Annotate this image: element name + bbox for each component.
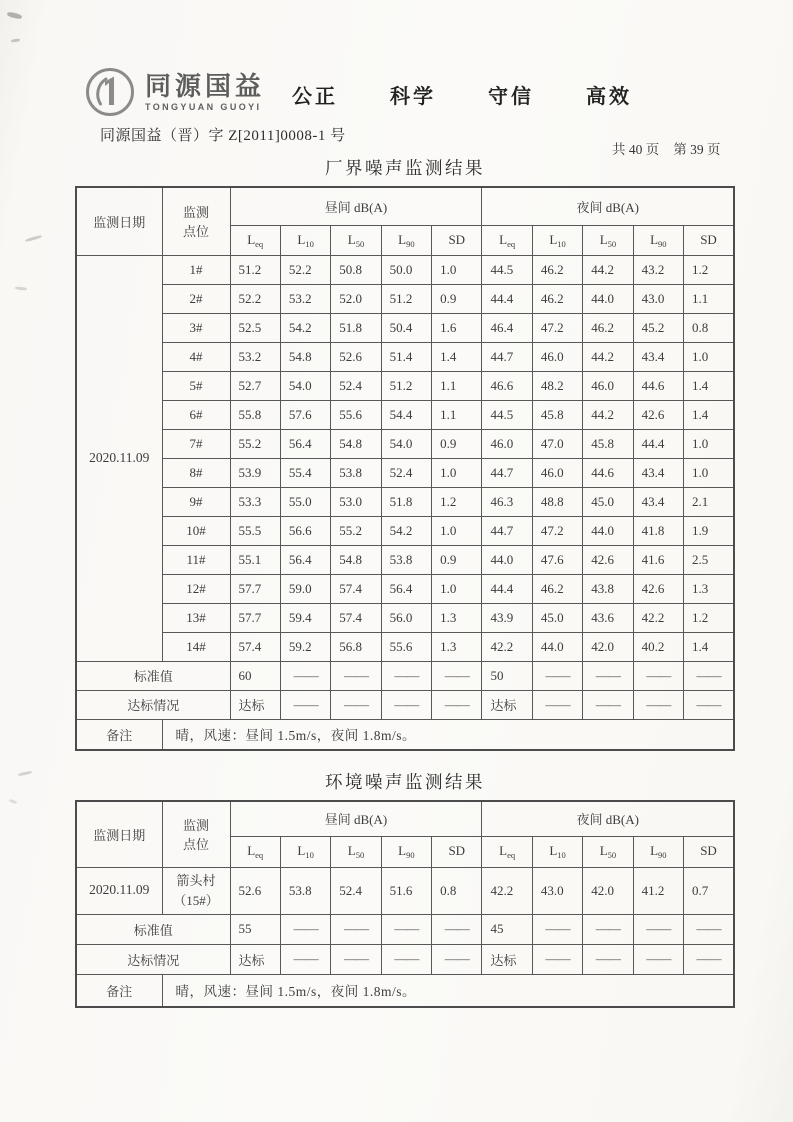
- value-cell: 56.8: [331, 632, 381, 661]
- data-row: [76, 574, 734, 603]
- value-cell: 50.0: [381, 255, 431, 284]
- slogan: 科学: [390, 86, 436, 108]
- value-cell: 44.5: [482, 255, 532, 284]
- col-group-day: 昼间 dB(A): [230, 187, 482, 225]
- value-cell: 1.6: [432, 313, 482, 342]
- value-cell: 52.6: [331, 342, 381, 371]
- value-cell: 达标: [230, 690, 280, 719]
- value-cell: 44.0: [532, 632, 582, 661]
- value-cell: 42.6: [583, 545, 633, 574]
- value-cell: 44.4: [633, 429, 683, 458]
- value-cell: 43.4: [633, 458, 683, 487]
- value-cell: ——: [280, 944, 330, 974]
- value-cell: 1.0: [432, 516, 482, 545]
- slogan: 高效: [586, 86, 632, 108]
- value-cell: 44.4: [482, 284, 532, 313]
- value-cell: 2.1: [684, 487, 734, 516]
- value-cell: ——: [583, 690, 633, 719]
- value-cell: 56.4: [280, 429, 330, 458]
- value-cell: 43.8: [583, 574, 633, 603]
- point-cell: 7#: [162, 429, 230, 458]
- value-cell: 56.0: [381, 603, 431, 632]
- value-cell: ——: [532, 661, 582, 690]
- value-cell: 1.4: [684, 632, 734, 661]
- point-cell: 3#: [162, 313, 230, 342]
- value-cell: 59.0: [280, 574, 330, 603]
- value-cell: 59.2: [280, 632, 330, 661]
- value-cell: 57.7: [230, 603, 280, 632]
- value-cell: ——: [381, 914, 431, 944]
- value-cell: 46.6: [482, 371, 532, 400]
- point-cell: 1#: [162, 255, 230, 284]
- value-cell: 42.0: [583, 632, 633, 661]
- value-cell: 51.8: [331, 313, 381, 342]
- value-cell: 56.4: [280, 545, 330, 574]
- col-header-leq: $L_{eq}$: [230, 225, 280, 255]
- scan-artifact: [18, 771, 32, 777]
- value-cell: 0.9: [432, 429, 482, 458]
- value-cell: 43.0: [633, 284, 683, 313]
- col-header-l10: $L_{10}$: [280, 225, 330, 255]
- value-cell: 41.6: [633, 545, 683, 574]
- scan-artifact: [25, 235, 42, 243]
- value-cell: 45.0: [532, 603, 582, 632]
- value-cell: 50.4: [381, 313, 431, 342]
- col-header-leq: $L_{eq}$: [482, 225, 532, 255]
- value-cell: 51.4: [381, 342, 431, 371]
- value-cell: 1.0: [684, 429, 734, 458]
- value-cell: ——: [532, 944, 582, 974]
- value-cell: ——: [432, 661, 482, 690]
- point-cell: 5#: [162, 371, 230, 400]
- value-cell: 46.2: [532, 255, 582, 284]
- value-cell: 42.2: [482, 867, 532, 914]
- value-cell: ——: [583, 914, 633, 944]
- value-cell: 55.5: [230, 516, 280, 545]
- value-cell: 52.4: [331, 371, 381, 400]
- value-cell: 57.4: [230, 632, 280, 661]
- monitoring-date-cell: 2020.11.09: [76, 867, 162, 914]
- value-cell: 1.0: [432, 255, 482, 284]
- data-row: [76, 458, 734, 487]
- value-cell: 41.2: [633, 867, 683, 914]
- data-row: [76, 632, 734, 661]
- value-cell: 44.7: [482, 458, 532, 487]
- col-header-l10: $L_{10}$: [532, 836, 582, 867]
- remark-label: 备注: [76, 974, 162, 1007]
- data-row: [76, 400, 734, 429]
- value-cell: 1.2: [684, 255, 734, 284]
- value-cell: 50: [482, 661, 532, 690]
- value-cell: 0.9: [432, 545, 482, 574]
- data-row: [76, 342, 734, 371]
- point-cell: 11#: [162, 545, 230, 574]
- value-cell: ——: [633, 914, 683, 944]
- value-cell: 60: [230, 661, 280, 690]
- value-cell: 56.6: [280, 516, 330, 545]
- value-cell: 46.4: [482, 313, 532, 342]
- col-header-point-line2: 点位: [182, 837, 209, 853]
- value-cell: 46.2: [532, 574, 582, 603]
- col-header-l50: $L_{50}$: [583, 225, 633, 255]
- value-cell: 51.8: [381, 487, 431, 516]
- value-cell: ——: [684, 690, 734, 719]
- value-cell: 53.8: [381, 545, 431, 574]
- value-cell: ——: [583, 944, 633, 974]
- col-header-l90: $L_{90}$: [381, 225, 431, 255]
- col-header-l10: $L_{10}$: [280, 836, 330, 867]
- standard-row: [76, 914, 734, 944]
- table1-title: 厂界噪声监测结果: [325, 158, 485, 178]
- value-cell: 1.2: [432, 487, 482, 516]
- value-cell: ——: [633, 661, 683, 690]
- value-cell: 1.2: [684, 603, 734, 632]
- value-cell: 44.5: [482, 400, 532, 429]
- point-cell: 2#: [162, 284, 230, 313]
- col-header-l50: $L_{50}$: [331, 836, 381, 867]
- value-cell: ——: [381, 690, 431, 719]
- value-cell: 54.8: [280, 342, 330, 371]
- value-cell: 43.4: [633, 342, 683, 371]
- col-header-point-line1: 监测: [182, 205, 209, 221]
- data-row: [76, 371, 734, 400]
- value-cell: 1.4: [684, 400, 734, 429]
- data-row: [76, 255, 734, 284]
- value-cell: 52.4: [331, 867, 381, 914]
- value-cell: ——: [532, 690, 582, 719]
- value-cell: 45.0: [583, 487, 633, 516]
- value-cell: ——: [331, 914, 381, 944]
- data-row: [76, 516, 734, 545]
- scan-artifact: [7, 11, 23, 19]
- value-cell: 56.4: [381, 574, 431, 603]
- value-cell: 54.8: [331, 429, 381, 458]
- point-cell: 10#: [162, 516, 230, 545]
- value-cell: 57.4: [331, 574, 381, 603]
- point-cell: 8#: [162, 458, 230, 487]
- value-cell: 0.7: [684, 867, 734, 914]
- compliance-row-label: 达标情况: [76, 690, 230, 719]
- monitoring-date-cell: 2020.11.09: [76, 255, 162, 661]
- value-cell: 46.3: [482, 487, 532, 516]
- value-cell: 达标: [482, 690, 532, 719]
- value-cell: 46.0: [532, 458, 582, 487]
- point-cell: 9#: [162, 487, 230, 516]
- value-cell: 42.6: [633, 574, 683, 603]
- value-cell: ——: [684, 944, 734, 974]
- value-cell: 43.4: [633, 487, 683, 516]
- scan-artifact: [11, 38, 20, 42]
- col-header-point-line1: 监测: [182, 818, 209, 834]
- value-cell: 55.6: [381, 632, 431, 661]
- compliance-row: [76, 690, 734, 719]
- col-header-sd: SD: [432, 225, 482, 255]
- value-cell: 45.8: [532, 400, 582, 429]
- data-row: [76, 487, 734, 516]
- value-cell: 54.2: [280, 313, 330, 342]
- col-header-date: 监测日期: [76, 187, 162, 255]
- value-cell: 44.0: [482, 545, 532, 574]
- remark-row: [76, 719, 734, 750]
- value-cell: 43.0: [532, 867, 582, 914]
- value-cell: ——: [280, 661, 330, 690]
- value-cell: 44.2: [583, 342, 633, 371]
- col-header-leq: $L_{eq}$: [482, 836, 532, 867]
- value-cell: 44.6: [633, 371, 683, 400]
- point-cell: 6#: [162, 400, 230, 429]
- value-cell: 44.0: [583, 284, 633, 313]
- value-cell: 55.4: [280, 458, 330, 487]
- scan-artifact: [9, 799, 18, 805]
- col-header-sd: SD: [684, 225, 734, 255]
- value-cell: 54.0: [381, 429, 431, 458]
- remark-text: 晴，风速：昼间 1.5m/s，夜间 1.8m/s。: [162, 719, 734, 750]
- col-group-day: 昼间 dB(A): [230, 801, 482, 836]
- value-cell: 43.9: [482, 603, 532, 632]
- value-cell: ——: [331, 944, 381, 974]
- value-cell: 55.2: [230, 429, 280, 458]
- brand-name-en: TONGYUAN GUOYI: [145, 101, 262, 112]
- value-cell: 54.0: [280, 371, 330, 400]
- value-cell: 1.4: [432, 342, 482, 371]
- environmental-noise-table: [75, 800, 735, 1008]
- value-cell: 42.0: [583, 867, 633, 914]
- value-cell: 54.8: [331, 545, 381, 574]
- value-cell: 44.2: [583, 255, 633, 284]
- value-cell: 52.0: [331, 284, 381, 313]
- value-cell: ——: [280, 690, 330, 719]
- value-cell: 45.8: [583, 429, 633, 458]
- value-cell: 52.5: [230, 313, 280, 342]
- value-cell: 55.8: [230, 400, 280, 429]
- table2-title: 环境噪声监测结果: [325, 772, 485, 792]
- slogan-row: [292, 80, 632, 109]
- value-cell: 40.2: [633, 632, 683, 661]
- value-cell: 0.8: [684, 313, 734, 342]
- col-header-l50: $L_{50}$: [583, 836, 633, 867]
- data-row: [76, 313, 734, 342]
- value-cell: 1.0: [432, 458, 482, 487]
- value-cell: 57.7: [230, 574, 280, 603]
- col-header-sd: SD: [684, 836, 734, 867]
- document-number: 同源国益（晋）字 Z[2011]0008-1 号: [100, 128, 346, 144]
- col-header-l90: $L_{90}$: [633, 836, 683, 867]
- value-cell: 1.3: [684, 574, 734, 603]
- value-cell: 57.4: [331, 603, 381, 632]
- standard-row-label: 标准值: [76, 914, 230, 944]
- col-header-l90: $L_{90}$: [633, 225, 683, 255]
- value-cell: 1.3: [432, 603, 482, 632]
- value-cell: 53.2: [230, 342, 280, 371]
- value-cell: 44.7: [482, 342, 532, 371]
- value-cell: 53.8: [280, 867, 330, 914]
- value-cell: 52.7: [230, 371, 280, 400]
- value-cell: 46.0: [482, 429, 532, 458]
- value-cell: ——: [633, 690, 683, 719]
- value-cell: 52.6: [230, 867, 280, 914]
- value-cell: ——: [331, 661, 381, 690]
- value-cell: 1.0: [684, 458, 734, 487]
- value-cell: 50.8: [331, 255, 381, 284]
- value-cell: ——: [684, 914, 734, 944]
- value-cell: 54.2: [381, 516, 431, 545]
- value-cell: 52.2: [280, 255, 330, 284]
- value-cell: 1.1: [684, 284, 734, 313]
- value-cell: 48.8: [532, 487, 582, 516]
- col-header-l10: $L_{10}$: [532, 225, 582, 255]
- value-cell: 1.4: [684, 371, 734, 400]
- value-cell: 1.9: [684, 516, 734, 545]
- value-cell: 55.1: [230, 545, 280, 574]
- value-cell: 48.2: [532, 371, 582, 400]
- value-cell: 44.2: [583, 400, 633, 429]
- value-cell: 42.2: [633, 603, 683, 632]
- value-cell: 46.0: [583, 371, 633, 400]
- brand-name-cn: 同源国益: [145, 70, 266, 101]
- value-cell: ——: [432, 944, 482, 974]
- value-cell: ——: [432, 690, 482, 719]
- value-cell: ——: [583, 661, 633, 690]
- value-cell: 59.4: [280, 603, 330, 632]
- col-header-point: [162, 801, 230, 867]
- col-header-point-line2: 点位: [182, 224, 209, 240]
- value-cell: ——: [381, 944, 431, 974]
- col-header-date: 监测日期: [76, 801, 162, 867]
- letterhead: [84, 66, 265, 118]
- value-cell: 57.6: [280, 400, 330, 429]
- value-cell: ——: [684, 661, 734, 690]
- slogan: 公正: [292, 86, 338, 108]
- value-cell: 43.2: [633, 255, 683, 284]
- value-cell: 47.2: [532, 313, 582, 342]
- col-header-point: [162, 187, 230, 255]
- point-cell: 13#: [162, 603, 230, 632]
- point-cell: 12#: [162, 574, 230, 603]
- value-cell: 1.0: [684, 342, 734, 371]
- value-cell: 1.0: [432, 574, 482, 603]
- value-cell: 1.1: [432, 371, 482, 400]
- value-cell: 42.6: [633, 400, 683, 429]
- standard-row: [76, 661, 734, 690]
- value-cell: 44.7: [482, 516, 532, 545]
- value-cell: 47.6: [532, 545, 582, 574]
- value-cell: ——: [532, 914, 582, 944]
- value-cell: 1.1: [432, 400, 482, 429]
- slogan: 守信: [488, 86, 534, 108]
- col-header-sd: SD: [432, 836, 482, 867]
- value-cell: 达标: [482, 944, 532, 974]
- value-cell: ——: [633, 944, 683, 974]
- value-cell: 44.0: [583, 516, 633, 545]
- value-cell: 53.0: [331, 487, 381, 516]
- col-header-l50: $L_{50}$: [331, 225, 381, 255]
- value-cell: 51.2: [381, 371, 431, 400]
- value-cell: 53.8: [331, 458, 381, 487]
- value-cell: 52.4: [381, 458, 431, 487]
- data-row: [76, 545, 734, 574]
- value-cell: 0.9: [432, 284, 482, 313]
- value-cell: 45.2: [633, 313, 683, 342]
- value-cell: 53.2: [280, 284, 330, 313]
- value-cell: 54.4: [381, 400, 431, 429]
- compliance-row: [76, 944, 734, 974]
- remark-label: 备注: [76, 719, 162, 750]
- point-cell: 4#: [162, 342, 230, 371]
- value-cell: 47.2: [532, 516, 582, 545]
- value-cell: 53.3: [230, 487, 280, 516]
- value-cell: 55.6: [331, 400, 381, 429]
- company-logo-icon: [84, 66, 136, 118]
- remark-row: [76, 974, 734, 1007]
- col-header-l90: $L_{90}$: [381, 836, 431, 867]
- value-cell: 46.2: [532, 284, 582, 313]
- pages-total: 共 40 页: [612, 142, 660, 157]
- col-group-night: 夜间 dB(A): [482, 187, 734, 225]
- value-cell: 41.8: [633, 516, 683, 545]
- value-cell: ——: [331, 690, 381, 719]
- value-cell: 55: [230, 914, 280, 944]
- value-cell: 55.2: [331, 516, 381, 545]
- value-cell: 1.3: [432, 632, 482, 661]
- value-cell: 42.2: [482, 632, 532, 661]
- value-cell: 43.6: [583, 603, 633, 632]
- data-row: [76, 429, 734, 458]
- point-cell: 14#: [162, 632, 230, 661]
- value-cell: 44.6: [583, 458, 633, 487]
- value-cell: 53.9: [230, 458, 280, 487]
- remark-text: 晴，风速：昼间 1.5m/s，夜间 1.8m/s。: [162, 974, 734, 1007]
- data-row: [76, 603, 734, 632]
- value-cell: 46.2: [583, 313, 633, 342]
- compliance-row-label: 达标情况: [76, 944, 230, 974]
- col-header-leq: $L_{eq}$: [230, 836, 280, 867]
- scan-artifact: [15, 286, 27, 290]
- standard-row-label: 标准值: [76, 661, 230, 690]
- value-cell: ——: [381, 661, 431, 690]
- value-cell: 45: [482, 914, 532, 944]
- value-cell: 51.2: [381, 284, 431, 313]
- value-cell: 55.0: [280, 487, 330, 516]
- value-cell: 达标: [230, 944, 280, 974]
- point-cell: 箭头村 （15#）: [162, 867, 230, 914]
- value-cell: 0.8: [432, 867, 482, 914]
- value-cell: ——: [432, 914, 482, 944]
- data-row: [76, 867, 734, 914]
- value-cell: 2.5: [684, 545, 734, 574]
- col-group-night: 夜间 dB(A): [482, 801, 734, 836]
- data-row: [76, 284, 734, 313]
- value-cell: 52.2: [230, 284, 280, 313]
- value-cell: 51.2: [230, 255, 280, 284]
- value-cell: 51.6: [381, 867, 431, 914]
- value-cell: ——: [280, 914, 330, 944]
- page-current: 第 39 页: [673, 142, 721, 157]
- value-cell: 46.0: [532, 342, 582, 371]
- factory-boundary-noise-table: [75, 186, 735, 751]
- value-cell: 47.0: [532, 429, 582, 458]
- value-cell: 44.4: [482, 574, 532, 603]
